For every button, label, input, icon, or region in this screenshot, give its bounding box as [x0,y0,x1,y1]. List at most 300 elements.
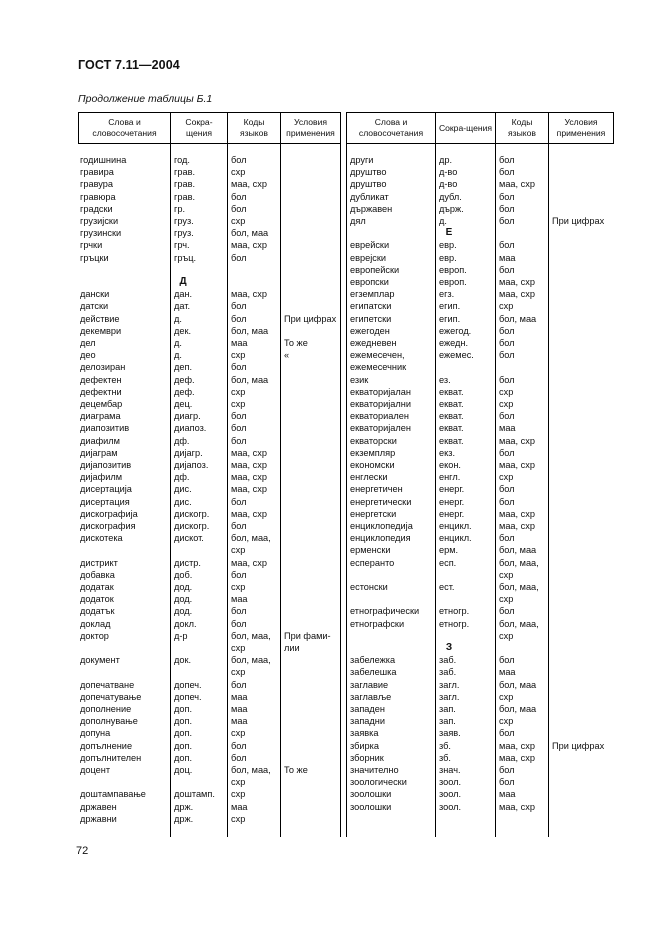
language-codes-cell: схр [231,216,246,226]
table-row [78,557,614,569]
abbreviation-cell: доп. [174,752,192,763]
abbreviation-cell: енгл. [439,472,461,483]
language-codes-cell: схр [231,728,246,739]
language-codes-cell: маа, схр [231,289,267,300]
table-row [78,715,614,727]
language-codes-cell: схр [231,386,246,397]
language-codes-cell: бол [499,606,515,617]
language-codes-cell: маа, схр [499,435,535,446]
abbreviation-cell: дан. [174,289,193,300]
abbreviation-cell: есп. [439,557,457,568]
word-cell: език [350,374,369,385]
word-cell: допуна [80,728,111,739]
language-codes-cell: схр [231,399,246,409]
word-cell: европски [350,277,389,287]
language-codes-cell: бол [231,435,247,446]
abbreviation-cell: год. [174,155,190,165]
abbreviation-cell: егз. [439,289,455,300]
abbreviation-cell: евр. [439,240,457,251]
language-codes-cell: бол, маа [231,374,269,385]
word-cell: грузински [80,228,122,239]
language-codes-cell: схр [499,716,514,727]
word-cell: доцент [80,765,111,775]
abbreviation-cell: егип. [439,301,461,312]
abbreviation-cell: зоол. [439,789,462,800]
abbreviation-cell: дец. [174,399,193,409]
language-codes-cell: схр [499,301,514,312]
abbreviation-cell: гръц. [174,252,197,263]
word-cell: заглавие [350,679,389,690]
table-row [78,581,614,593]
language-codes-cell: схр [231,545,246,556]
word-cell: дискография [80,521,136,531]
table-caption: Продолжение таблицы Б.1 [78,93,213,105]
table-row [78,532,614,544]
table-row [78,410,614,422]
language-codes-cell: бол [499,191,515,202]
language-codes-cell: бол [499,338,515,348]
language-codes-cell: схр [231,643,246,653]
language-codes-cell: бол [231,569,247,580]
abbreviation-cell: доп. [174,728,192,739]
table-row [78,618,614,630]
abbreviation-cell: екз. [439,447,455,458]
language-codes-cell: бол [499,655,515,666]
word-cell: диапозитив [80,423,130,434]
language-codes-cell: схр [499,399,514,409]
table-row [78,191,614,203]
abbreviation-cell: зап. [439,716,456,727]
word-cell: етнографически [350,606,420,617]
abbreviation-cell: екват. [439,435,464,446]
abbreviation-cell: европ. [439,264,467,275]
language-codes-cell: бол [499,374,515,385]
language-codes-cell: бол [499,496,515,507]
language-codes-cell: маа, схр [499,460,535,470]
header-words-right: Слова и словосочетания [346,112,436,144]
page-number: 72 [76,845,89,857]
table-row [78,300,614,312]
word-cell: европейски [350,264,400,275]
abbreviation-cell: егип. [439,313,461,324]
table-row [78,813,614,825]
language-codes-cell: бол [499,155,515,165]
language-codes-cell: маа, схр [231,240,267,251]
abbreviation-cell: доб. [174,569,193,580]
table-row [78,361,614,373]
abbreviation-cell: заб. [439,667,457,678]
word-cell: допечатване [80,679,135,690]
word-cell: енергетически [350,496,412,507]
abbreviation-cell: загл. [439,679,460,690]
word-cell: годишнина [80,155,127,165]
section-letter-heading: Д [179,276,187,287]
abbreviation-cell: гр. [174,203,186,214]
table-row [78,264,614,276]
word-cell: екваторијален [350,423,411,434]
language-codes-cell: бол [499,216,515,226]
language-codes-cell: маа, схр [499,508,535,519]
word-cell: енглески [350,472,388,483]
abbreviation-table [78,112,614,837]
word-cell: добавка [80,569,115,580]
table-row [78,679,614,691]
language-codes-cell: бол, маа [499,679,537,690]
word-cell: егземплар [350,289,395,300]
table-row [78,483,614,495]
table-row [78,496,614,508]
table-row [78,776,614,788]
language-codes-cell: бол [231,203,247,214]
word-cell: зоолошки [350,789,392,800]
language-codes-cell: схр [231,789,246,800]
word-cell: доштампавање [80,789,146,800]
header-codes-left: Коды языков [227,112,281,144]
table-row [78,325,614,337]
abbreviation-cell: зап. [439,704,456,714]
header-words-left: Слова и словосочетания [78,112,171,144]
abbreviation-cell: дат. [174,301,191,312]
language-codes-cell: бол [231,618,247,629]
language-codes-cell: бол [231,606,247,617]
word-cell: доклад [80,618,111,629]
language-codes-cell: схр [231,813,246,824]
abbreviation-cell: дискот. [174,533,204,544]
table-row [78,788,614,800]
header-cond-right: Условия применения [548,112,614,144]
language-codes-cell: бол [231,411,247,422]
language-codes-cell: маа, схр [231,179,267,190]
abbreviation-cell: дискогр. [174,508,210,519]
table-row [78,544,614,556]
word-cell: етнографски [350,618,405,629]
word-cell: гравира [80,167,114,178]
language-codes-cell: маа [231,716,248,727]
word-cell: други [350,155,374,165]
table-row [78,166,614,178]
language-codes-cell: маа, схр [231,447,267,458]
word-cell: държавен [350,203,393,214]
header-codes-right: Коды языков [495,112,549,144]
abbreviation-cell: екват. [439,399,464,409]
language-codes-cell: маа, схр [231,460,267,470]
word-cell: градски [80,203,113,214]
abbreviation-cell: зоол. [439,777,462,788]
language-codes-cell: маа [231,704,248,714]
language-codes-cell: бол [231,521,247,531]
word-cell: дијаграм [80,447,118,458]
language-codes-cell: маа [231,338,248,348]
table-row [78,349,614,361]
language-codes-cell: бол [499,167,515,178]
language-codes-cell: схр [499,472,514,483]
section-letter-heading: Е [445,227,453,239]
abbreviation-cell: дф. [174,472,190,483]
language-codes-cell: бол [499,350,515,361]
abbreviation-cell: д. [174,313,182,324]
abbreviation-cell: дијапоз. [174,460,209,470]
abbreviation-cell: евр. [439,252,457,263]
table-row [78,203,614,215]
abbreviation-cell: заб. [439,655,457,666]
word-cell: еврейски [350,240,390,251]
abbreviation-cell: ест. [439,582,455,592]
abbreviation-cell: ежегод. [439,325,472,336]
language-codes-cell: бол, маа [231,228,269,239]
word-cell: грузијски [80,216,119,226]
language-codes-cell: бол [231,252,247,263]
word-cell: дел [80,338,96,348]
language-codes-cell: бол [499,240,515,251]
abbreviation-cell: докл. [174,618,197,629]
abbreviation-cell: дек. [174,325,192,336]
language-codes-cell: бол, маа [499,545,537,556]
word-cell: декември [80,325,122,336]
language-codes-cell: бол, маа, [499,582,539,592]
word-cell: диафилм [80,435,120,446]
abbreviation-cell: етногр. [439,606,470,617]
language-codes-cell: бол [231,191,247,202]
section-letter-heading: З [445,642,453,653]
word-cell: дански [80,289,110,300]
language-codes-cell: схр [231,167,246,178]
language-codes-cell: маа, схр [499,801,535,812]
word-cell: западни [350,716,385,727]
table-row [78,337,614,349]
language-codes-cell: бол [231,752,247,763]
word-cell: зборник [350,752,384,763]
table-row [78,569,614,581]
abbreviation-cell: д. [174,338,182,348]
language-codes-cell: бол [231,313,247,324]
condition-cell: То же [284,765,308,775]
word-cell: државни [80,813,117,824]
language-codes-cell: бол [231,155,247,165]
abbreviation-cell: грав. [174,179,196,190]
language-codes-cell: бол, маа, [499,557,539,568]
abbreviation-cell: д. [174,350,182,361]
table-row [78,288,614,300]
word-cell: действие [80,313,120,324]
language-codes-cell: маа, схр [231,472,267,483]
abbreviation-cell: доштамп. [174,789,215,800]
word-cell: ежегоден [350,325,390,336]
word-cell: допълнителен [80,752,142,763]
word-cell: екваторијалан [350,386,411,397]
table-row [78,313,614,325]
abbreviation-cell: док. [174,655,192,666]
word-cell: забележка [350,655,396,666]
language-codes-cell: маа [499,667,516,678]
abbreviation-cell: зб. [439,740,451,751]
language-codes-cell: маа, схр [499,521,535,531]
table-row [78,740,614,752]
abbreviation-cell: д-во [439,179,458,190]
language-codes-cell: бол [499,765,515,775]
table-row [78,422,614,434]
header-cond-left: Условия применения [280,112,341,144]
language-codes-cell: бол [499,411,515,422]
language-codes-cell: бол [499,203,515,214]
language-codes-cell: бол [499,533,515,544]
abbreviation-cell: диагр. [174,411,201,422]
language-codes-cell: бол, маа, [231,533,271,544]
word-cell: енциклопедија [350,521,413,531]
abbreviation-cell: екват. [439,386,464,397]
table-row [78,727,614,739]
header-abbr-right: Сокра-щения [435,112,496,144]
abbreviation-cell: грав. [174,167,196,178]
language-codes-cell: маа [499,252,516,263]
word-cell: део [80,350,96,361]
abbreviation-cell: дис. [174,496,192,507]
condition-cell: То же [284,338,308,348]
language-codes-cell: бол [499,264,515,275]
table-row [78,666,614,678]
word-cell: естонски [350,582,388,592]
word-cell: грчки [80,240,103,251]
table-row [78,703,614,715]
language-codes-cell: бол, маа, [231,655,271,666]
word-cell: дефектни [80,386,122,397]
table-row [78,801,614,813]
language-codes-cell: схр [499,569,514,580]
condition-cell: лии [284,643,300,653]
abbreviation-cell: доц. [174,765,193,775]
condition-cell: « [284,350,290,361]
word-cell: еврејски [350,252,386,263]
abbreviation-cell: држ. [174,801,194,812]
abbreviation-cell: енцикл. [439,533,472,544]
abbreviation-cell: доп. [174,704,192,714]
language-codes-cell: маа, схр [499,752,535,763]
abbreviation-cell: деп. [174,362,192,373]
abbreviation-cell: знач. [439,765,461,775]
language-codes-cell: схр [499,386,514,397]
word-cell: гръцки [80,252,109,263]
abbreviation-cell: дод. [174,582,193,592]
language-codes-cell: бол, маа [499,313,537,324]
word-cell: есперанто [350,557,395,568]
language-codes-cell: бол [231,301,247,312]
abbreviation-cell: зб. [439,752,451,763]
language-codes-cell: маа, схр [231,508,267,519]
word-cell: додатак [80,582,114,592]
abbreviation-cell: доп. [174,716,192,727]
word-cell: енергетичен [350,484,403,495]
abbreviation-cell: ерм. [439,545,459,556]
word-cell: забелешка [350,667,397,678]
word-cell: државен [80,801,117,812]
table-row [78,630,614,642]
table-row [78,459,614,471]
word-cell: дијапозитив [80,460,132,470]
word-cell: зоолошки [350,801,392,812]
abbreviation-cell: деф. [174,374,195,385]
table-row [78,752,614,764]
language-codes-cell: бол, маа, [231,765,271,775]
table-row [78,374,614,386]
word-cell: заглавље [350,691,392,702]
word-cell: дефектен [80,374,122,385]
abbreviation-cell: дод. [174,606,193,617]
abbreviation-cell: дистр. [174,557,201,568]
word-cell: значително [350,765,399,775]
table-row [78,435,614,447]
word-cell: египетски [350,313,392,324]
word-cell: допълнение [80,740,133,751]
word-cell: западен [350,704,385,714]
word-cell: зоологически [350,777,407,788]
language-codes-cell: схр [231,350,246,361]
word-cell: енергетски [350,508,397,519]
word-cell: египатски [350,301,392,312]
word-cell: ерменски [350,545,391,556]
abbreviation-cell: екват. [439,423,464,434]
abbreviation-cell: допеч. [174,691,202,702]
language-codes-cell: бол [231,362,247,373]
word-cell: економски [350,460,395,470]
word-cell: екваторски [350,435,397,446]
abbreviation-cell: загл. [439,691,460,702]
language-codes-cell: схр [499,594,514,605]
language-codes-cell: бол [499,777,515,788]
abbreviation-cell: грав. [174,191,196,202]
abbreviation-cell: енерг. [439,484,465,495]
abbreviation-cell: дубл. [439,191,462,202]
abbreviation-cell: дискогр. [174,521,210,531]
abbreviation-cell: зоол. [439,801,462,812]
word-cell: дополнување [80,716,138,727]
abbreviation-cell: допеч. [174,679,202,690]
language-codes-cell: маа, схр [499,277,535,287]
word-cell: гравура [80,179,113,190]
abbreviation-cell: държ. [439,203,464,214]
language-codes-cell: маа, схр [499,179,535,190]
abbreviation-cell: екват. [439,411,464,422]
language-codes-cell: схр [231,777,246,788]
language-codes-cell: маа [231,801,248,812]
table-row [78,447,614,459]
word-cell: дистрикт [80,557,118,568]
word-cell: дубликат [350,191,389,202]
word-cell: дисертация [80,496,130,507]
table-row [78,605,614,617]
abbreviation-cell: груз. [174,216,194,226]
table-row [78,471,614,483]
word-cell: дискографија [80,508,138,519]
abbreviation-cell: грч. [174,240,190,251]
word-cell: екваториален [350,411,409,422]
language-codes-cell: бол [231,423,247,434]
abbreviation-cell: енерг. [439,496,465,507]
language-codes-cell: бол [231,679,247,690]
language-codes-cell: бол [231,740,247,751]
word-cell: делозиран [80,362,126,373]
language-codes-cell: маа [231,594,248,605]
abbreviation-cell: екон. [439,460,461,470]
table-row [78,508,614,520]
language-codes-cell: маа [231,691,248,702]
word-cell: доктор [80,630,109,641]
language-codes-cell: маа, схр [231,484,267,495]
word-cell: допечатување [80,691,142,702]
word-cell: ежемесечник [350,362,407,373]
abbreviation-cell: заяв. [439,728,461,739]
table-row [78,252,614,264]
abbreviation-cell: ез. [439,374,451,385]
language-codes-cell: бол, маа, [231,630,271,641]
